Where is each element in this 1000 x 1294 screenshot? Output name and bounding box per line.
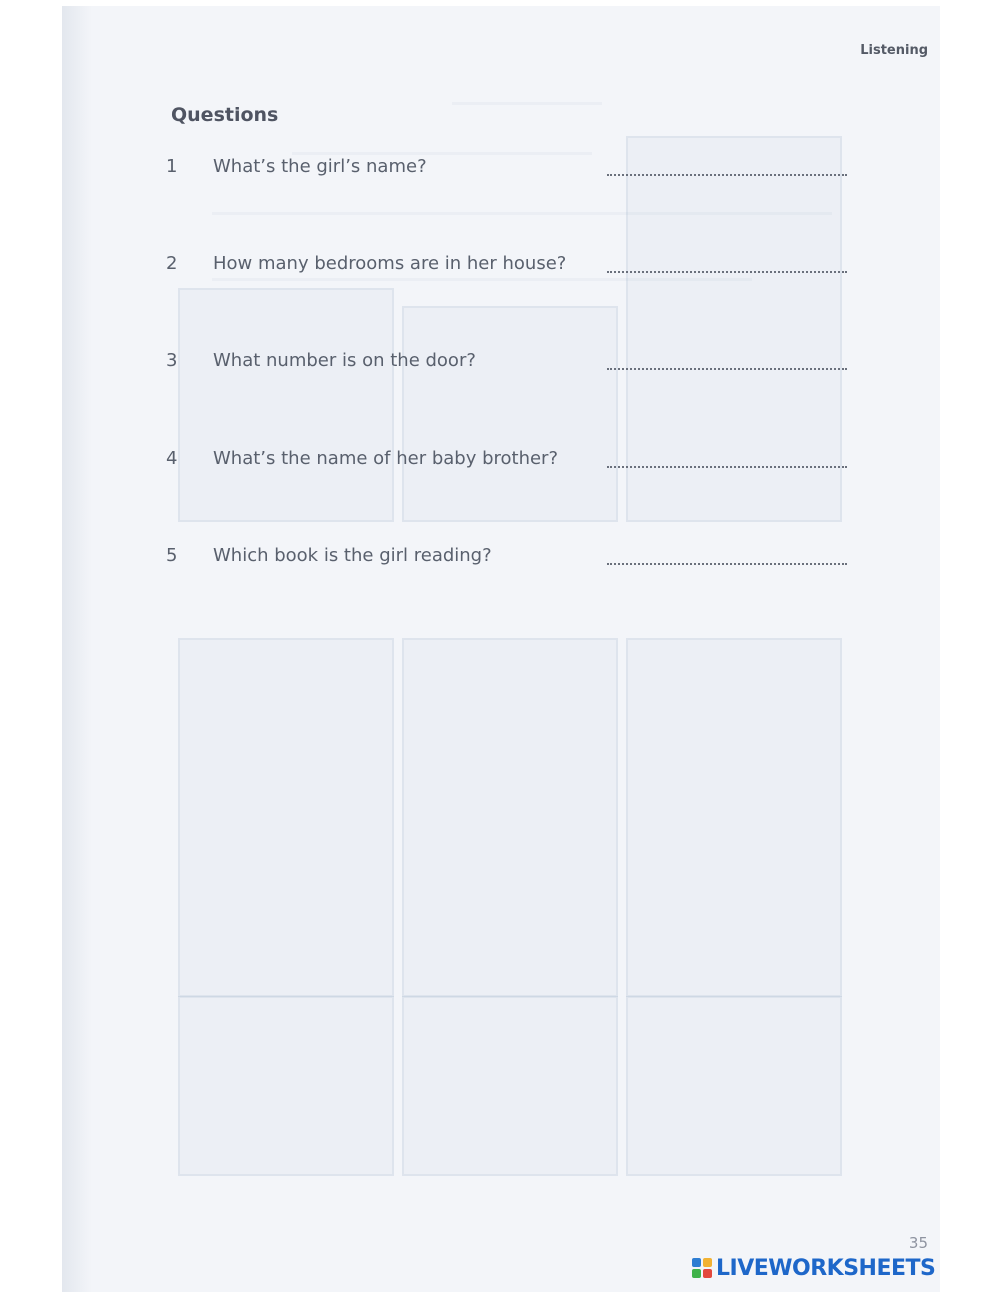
answer-line[interactable] (607, 271, 847, 273)
ghost-picture (626, 996, 842, 1176)
logo-square (692, 1258, 701, 1267)
question-text: How many bedrooms are in her house? (213, 253, 567, 274)
questions-heading: Questions (171, 104, 279, 126)
question-text: What number is on the door? (213, 350, 476, 371)
ghost-picture (402, 996, 618, 1176)
ghost-picture (178, 288, 394, 522)
logo-square (692, 1269, 701, 1278)
question-text: What’s the girl’s name? (213, 156, 427, 177)
logo-square (703, 1258, 712, 1267)
answer-line[interactable] (607, 368, 847, 370)
answer-line[interactable] (607, 466, 847, 468)
page-spine-shadow (62, 6, 92, 1292)
question-item (166, 350, 856, 380)
worksheet-page (62, 6, 940, 1292)
logo-square (703, 1269, 712, 1278)
ghost-picture (178, 996, 394, 1176)
question-text: What’s the name of her baby brother? (213, 448, 559, 469)
question-item (166, 448, 856, 478)
ghost-picture (178, 638, 394, 997)
question-number: 4 (166, 448, 178, 469)
question-number: 3 (166, 350, 178, 371)
section-label: Listening (860, 43, 928, 58)
question-number: 1 (166, 156, 178, 177)
liveworksheets-logo-icon (692, 1258, 712, 1278)
answer-line[interactable] (607, 174, 847, 176)
watermark-text: LIVEWORKSHEETS (716, 1255, 936, 1281)
question-number: 5 (166, 545, 178, 566)
ghost-text-line (292, 152, 592, 155)
question-item (166, 156, 856, 186)
page-number: 35 (908, 1234, 928, 1252)
question-item (166, 253, 856, 283)
ghost-picture (626, 638, 842, 997)
ghost-picture (402, 306, 618, 522)
answer-line[interactable] (607, 563, 847, 565)
ghost-text-line (452, 102, 602, 105)
liveworksheets-watermark (692, 1254, 935, 1282)
question-number: 2 (166, 253, 178, 274)
question-item (166, 545, 856, 575)
question-text: Which book is the girl reading? (213, 545, 492, 566)
ghost-text-line (212, 212, 832, 215)
ghost-picture (402, 638, 618, 997)
